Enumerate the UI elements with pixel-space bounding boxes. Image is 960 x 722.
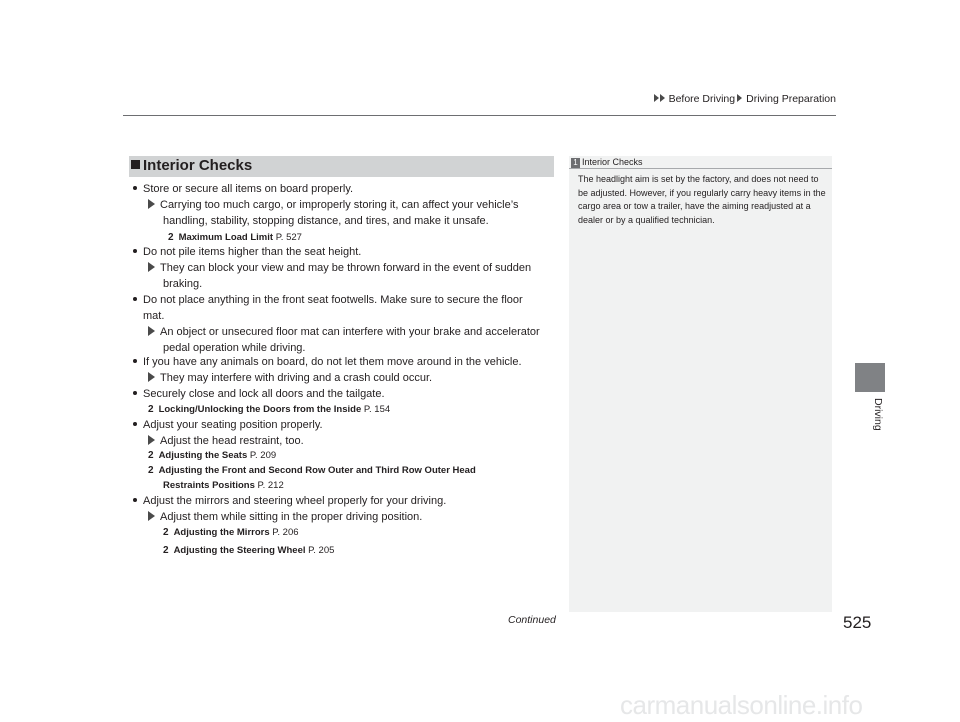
text-line: pedal operation while driving. <box>163 342 306 354</box>
sidebar-divider <box>569 168 832 169</box>
text-line: An object or unsecured floor mat can interfere with your brake and accelerator <box>160 326 540 338</box>
sidebar-note-title: Interior Checks <box>582 157 643 167</box>
text-line: braking. <box>163 278 203 290</box>
sidebar-note-header <box>571 157 643 168</box>
arrow-icon <box>148 372 155 382</box>
text-line: Do not place anything in the front seat footwells. Make sure to secure the floor <box>143 294 523 306</box>
list-item <box>133 292 523 308</box>
bullet-icon <box>133 422 137 426</box>
text-line: handling, stability, stopping distance, and tires, and make it unsafe. <box>163 215 489 227</box>
reference-icon: 2 <box>163 527 169 538</box>
reference-page: P. 212 <box>257 480 284 491</box>
bullet-icon <box>133 297 137 301</box>
reference-title: Adjusting the Front and Second Row Outer and Third Row Outer Head <box>158 465 476 476</box>
text-line: Store or secure all items on board properly. <box>143 183 354 195</box>
page-number: 525 <box>843 613 872 632</box>
bullet-icon <box>133 186 137 190</box>
breadcrumb-arrow-icon <box>737 93 743 105</box>
list-item <box>133 244 361 260</box>
reference-page: P. 206 <box>272 527 299 538</box>
cross-reference-link[interactable] <box>148 463 476 479</box>
breadcrumb-arrow-icon <box>654 93 666 105</box>
header-divider <box>123 115 836 116</box>
watermark: carmanualsonline.info <box>620 690 863 720</box>
bullet-icon <box>133 498 137 502</box>
bullet-icon <box>133 359 137 363</box>
bullet-icon <box>133 391 137 395</box>
reference-icon: 2 <box>148 404 154 415</box>
reference-title: Adjusting the Steering Wheel <box>173 545 306 556</box>
reference-page: P. 527 <box>275 232 302 243</box>
reference-title: Maximum Load Limit <box>178 232 274 243</box>
list-item <box>133 354 522 370</box>
reference-icon: 2 <box>148 450 154 461</box>
arrow-icon <box>148 262 155 272</box>
sub-item <box>148 433 304 449</box>
arrow-icon <box>148 435 155 445</box>
bullet-icon <box>133 249 137 253</box>
breadcrumb-item[interactable]: Before Driving <box>668 93 736 105</box>
text-line: mat. <box>143 310 165 322</box>
reference-title: Locking/Unlocking the Doors from the Inside <box>158 404 362 415</box>
reference-title: Adjusting the Seats <box>158 450 248 461</box>
reference-icon: 2 <box>163 545 169 556</box>
breadcrumb <box>500 93 836 105</box>
sub-item <box>148 260 531 276</box>
list-item <box>133 417 323 433</box>
chapter-tab-label[interactable]: Driving <box>872 398 884 431</box>
cross-reference-link[interactable] <box>163 543 334 559</box>
cross-reference-link[interactable] <box>163 525 299 541</box>
note-number-icon: 1 <box>571 158 580 168</box>
text-line: If you have any animals on board, do not let them move around in the vehicle. <box>143 356 522 368</box>
text-line: Adjust the head restraint, too. <box>160 435 304 447</box>
arrow-icon <box>148 199 155 209</box>
text-line: Securely close and lock all doors and the tailgate. <box>143 388 385 400</box>
text-line: Adjust your seating position properly. <box>143 419 323 431</box>
text-line: Adjust them while sitting in the proper driving position. <box>160 511 423 523</box>
reference-page: P. 205 <box>308 545 335 556</box>
text-line: They can block your view and may be thrown forward in the event of sudden <box>160 262 532 274</box>
list-item <box>133 386 385 402</box>
section-title-text: Interior Checks <box>143 157 253 174</box>
text-line: Adjust the mirrors and steering wheel properly for your driving. <box>143 495 447 507</box>
cross-reference-link[interactable] <box>148 402 390 418</box>
list-item <box>133 181 353 197</box>
sub-item <box>148 197 518 213</box>
text-line: They may interfere with driving and a crash could occur. <box>160 372 433 384</box>
sub-item <box>148 324 540 340</box>
section-heading <box>131 157 252 174</box>
sub-item <box>148 370 432 386</box>
cross-reference-link[interactable] <box>148 448 276 464</box>
text-line: Do not pile items higher than the seat height. <box>143 246 362 258</box>
reference-icon: 2 <box>168 232 174 243</box>
arrow-icon <box>148 326 155 336</box>
list-item <box>133 493 446 509</box>
reference-title: Restraints Positions <box>163 480 255 491</box>
cross-reference-link[interactable] <box>163 478 284 494</box>
reference-page: P. 154 <box>363 404 391 415</box>
sidebar-note-text: The headlight aim is set by the factory, and does not need to be adjusted. However, if you regularly carry heavy items in the cargo area or tow a trailer, have the aiming readjusted at a dealer or by a qualified technician. <box>578 174 826 226</box>
breadcrumb-item[interactable]: Driving Preparation <box>746 93 836 105</box>
arrow-icon <box>148 511 155 521</box>
sub-item <box>148 509 422 525</box>
reference-icon: 2 <box>148 465 154 476</box>
square-bullet-icon <box>131 160 140 169</box>
reference-title: Adjusting the Mirrors <box>173 527 270 538</box>
chapter-tab-marker[interactable] <box>855 363 885 392</box>
reference-page: P. 209 <box>249 450 277 461</box>
text-line: Carrying too much cargo, or improperly storing it, can affect your vehicle’s <box>160 199 519 211</box>
continued-label: Continued <box>508 614 556 626</box>
